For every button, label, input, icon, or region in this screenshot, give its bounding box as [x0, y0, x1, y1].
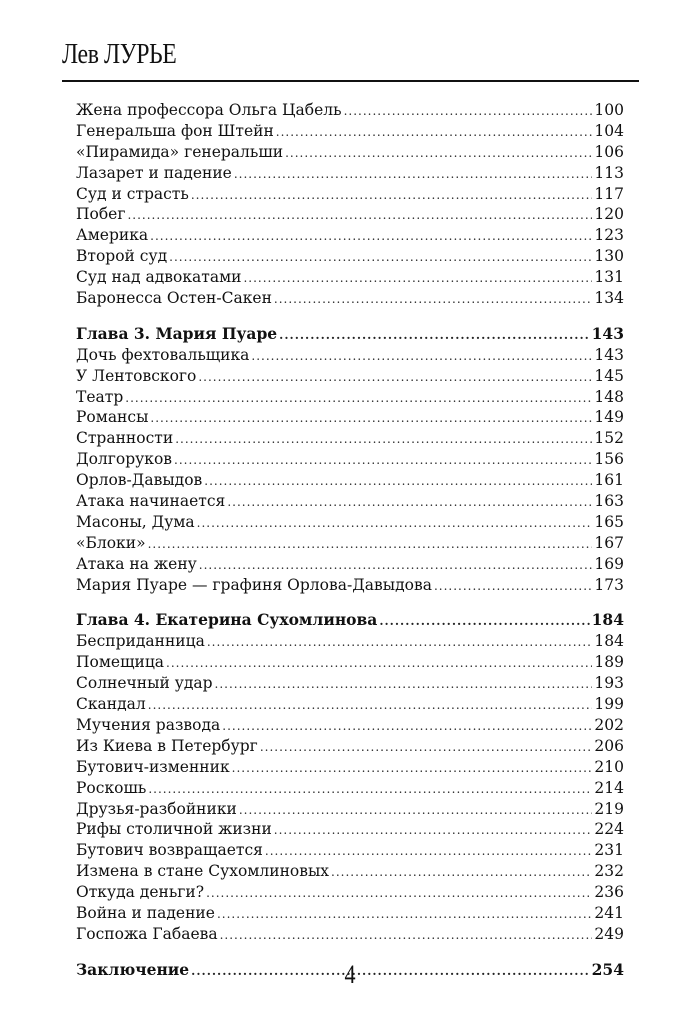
toc-entry-title: Атака на жену — [76, 554, 197, 573]
leader-dots — [227, 492, 592, 513]
toc-entry-page: 148 — [594, 387, 624, 406]
toc-entry[interactable] — [76, 512, 624, 533]
leader-dots — [234, 164, 593, 185]
leader-dots — [169, 247, 592, 268]
toc-chapter-page: 254 — [591, 959, 624, 979]
toc-entry-title: Жена профессора Ольга Цабель — [76, 101, 342, 119]
toc-entry[interactable] — [76, 882, 624, 903]
toc-entry-title: Лазарет и падение — [76, 163, 232, 182]
toc-entry-page: 104 — [594, 121, 624, 140]
toc-entry[interactable] — [76, 267, 624, 288]
leader-dots — [166, 653, 592, 674]
toc-entry-title: Скандал — [76, 695, 146, 714]
toc-entry-title: Баронесса Остен-Сакен — [76, 289, 272, 308]
toc-chapter-page: 184 — [591, 610, 624, 630]
toc-entry[interactable] — [76, 736, 624, 757]
toc-entry[interactable] — [76, 924, 624, 945]
toc-entry[interactable] — [76, 407, 624, 428]
toc-entry-page: 199 — [594, 695, 624, 714]
toc-entry[interactable] — [76, 757, 624, 778]
leader-dots — [222, 716, 592, 737]
toc-entry-title: Война и падение — [76, 903, 215, 922]
leader-dots — [379, 611, 589, 632]
toc-entry[interactable] — [76, 554, 624, 575]
toc-entry-title: Орлов-Давыдов — [76, 471, 203, 490]
toc-entry-title: Странности — [76, 429, 174, 448]
toc-entry[interactable] — [76, 100, 624, 121]
toc-entry[interactable] — [76, 225, 624, 246]
toc-entry-page: 130 — [594, 247, 624, 266]
toc-entry-page: 152 — [594, 429, 624, 448]
toc-entry[interactable] — [76, 387, 624, 408]
toc-entry-title: Дочь фехтовальщика — [76, 345, 250, 364]
toc-entry[interactable] — [76, 470, 624, 491]
toc-entry-page: 145 — [594, 366, 624, 385]
leader-dots — [274, 820, 593, 841]
toc-entry[interactable] — [76, 715, 624, 736]
toc-entry-page: 202 — [594, 715, 624, 734]
leader-dots — [434, 576, 592, 597]
toc-chapter-heading[interactable] — [76, 324, 624, 345]
toc-entry-page: 206 — [594, 736, 624, 755]
toc-entry-title: Роскошь — [76, 778, 147, 797]
toc-entry-title: Мария Пуаре — графиня Орлова-Давыдова — [76, 575, 432, 594]
toc-entry-page: 120 — [594, 205, 624, 224]
toc-entry-title: Романсы — [76, 408, 149, 427]
leader-dots — [150, 226, 592, 247]
toc-entry-page: 193 — [594, 674, 624, 693]
toc-entry-page: 161 — [594, 471, 624, 490]
leader-dots — [243, 268, 592, 289]
header-rule — [62, 80, 639, 82]
toc-entry-page: 100 — [594, 101, 624, 119]
toc-entry-page: 165 — [594, 512, 624, 531]
toc-group-chapter-4 — [76, 610, 624, 944]
toc-entry-title: Бутович возвращается — [76, 841, 263, 860]
leader-dots — [232, 758, 593, 779]
toc-entry-page: 106 — [594, 142, 624, 161]
toc-entry[interactable] — [76, 142, 624, 163]
toc-entry-title: Атака начинается — [76, 492, 226, 511]
toc-chapter-title: Глава 4. Екатерина Сухомлинова — [76, 610, 378, 630]
toc-entry-page: 231 — [594, 841, 624, 860]
toc-entry[interactable] — [76, 288, 624, 309]
toc-entry-title: У Лентовского — [76, 366, 197, 385]
leader-dots — [191, 185, 593, 206]
leader-dots — [265, 841, 592, 862]
leader-dots — [148, 534, 593, 555]
toc-entry-title: Друзья-разбойники — [76, 799, 237, 818]
toc-entry-page: 117 — [594, 184, 624, 203]
toc-entry-title: Побег — [76, 205, 126, 224]
toc-entry[interactable] — [76, 345, 624, 366]
toc-entry-page: 123 — [594, 226, 624, 245]
toc-entry[interactable] — [76, 246, 624, 267]
leader-dots — [285, 143, 592, 164]
toc-entry-page: 163 — [594, 492, 624, 511]
leader-dots — [148, 779, 592, 800]
toc-entry[interactable] — [76, 121, 624, 142]
toc-entry-title: Солнечный удар — [76, 674, 213, 693]
leader-dots — [197, 513, 593, 534]
leader-dots — [175, 429, 592, 450]
toc-entry-page: 189 — [594, 653, 624, 672]
leader-dots — [174, 450, 592, 471]
toc-group-chapter-2-continued — [76, 100, 624, 309]
toc-entry-title: Госпожа Габаева — [76, 924, 218, 943]
toc-entry-title: Помещица — [76, 653, 165, 672]
toc-entry[interactable] — [76, 840, 624, 861]
leader-dots — [260, 737, 593, 758]
leader-dots — [251, 346, 592, 367]
toc-entry-title: Рифы столичной жизни — [76, 820, 272, 839]
leader-dots — [198, 367, 592, 388]
table-of-contents — [76, 100, 624, 981]
toc-entry[interactable] — [76, 652, 624, 673]
leader-dots — [274, 289, 592, 310]
toc-entry-title: Генеральша фон Штейн — [76, 121, 274, 140]
toc-entry-page: 131 — [594, 268, 624, 287]
leader-dots — [331, 862, 592, 883]
toc-entry-page: 184 — [594, 632, 624, 651]
toc-entry[interactable] — [76, 819, 624, 840]
toc-entry[interactable] — [76, 903, 624, 924]
toc-chapter-title: Заключение — [76, 959, 190, 979]
toc-entry[interactable] — [76, 861, 624, 882]
toc-entry-title: Бутович-изменник — [76, 757, 230, 776]
toc-entry-page: 236 — [594, 883, 624, 902]
toc-entry[interactable] — [76, 163, 624, 184]
toc-entry-page: 214 — [594, 778, 624, 797]
leader-dots — [206, 883, 592, 904]
toc-entry-page: 169 — [594, 554, 624, 573]
leader-dots — [204, 471, 592, 492]
toc-entry-page: 149 — [594, 408, 624, 427]
running-title: Лев ЛУРЬЕ — [62, 38, 177, 70]
leader-dots — [150, 408, 592, 429]
toc-entry[interactable] — [76, 799, 624, 820]
toc-entry[interactable] — [76, 184, 624, 205]
toc-entry[interactable] — [76, 204, 624, 225]
leader-dots — [276, 122, 593, 143]
toc-entry[interactable] — [76, 575, 624, 596]
toc-group-chapter-3 — [76, 324, 624, 596]
leader-dots — [125, 388, 592, 409]
leader-dots — [199, 555, 593, 576]
leader-dots — [207, 632, 593, 653]
leader-dots — [344, 101, 593, 122]
toc-entry-title: «Блоки» — [76, 533, 146, 552]
toc-chapter-heading[interactable] — [76, 610, 624, 631]
toc-entry[interactable] — [76, 533, 624, 554]
toc-entry-page: 241 — [594, 903, 624, 922]
toc-entry-page: 134 — [594, 289, 624, 308]
toc-entry-title: Долгоруков — [76, 450, 173, 469]
leader-dots — [215, 674, 593, 695]
toc-entry[interactable] — [76, 366, 624, 387]
toc-entry-page: 173 — [594, 575, 624, 594]
toc-chapter-page: 143 — [591, 323, 624, 343]
leader-dots — [220, 925, 593, 946]
leader-dots — [239, 800, 593, 821]
toc-entry-page: 224 — [594, 820, 624, 839]
toc-entry[interactable] — [76, 631, 624, 652]
toc-entry[interactable] — [76, 491, 624, 512]
toc-entry[interactable] — [76, 428, 624, 449]
toc-entry[interactable] — [76, 778, 624, 799]
toc-entry-title: Суд и страсть — [76, 184, 189, 203]
toc-entry-title: «Пирамида» генеральши — [76, 142, 284, 161]
toc-chapter-title: Глава 3. Мария Пуаре — [76, 323, 278, 343]
toc-entry-page: 156 — [594, 450, 624, 469]
toc-entry-page: 113 — [594, 163, 624, 182]
toc-entry[interactable] — [76, 673, 624, 694]
toc-entry-title: Мучения развода — [76, 715, 221, 734]
page-number: 4 — [344, 960, 356, 989]
toc-entry[interactable] — [76, 694, 624, 715]
toc-entry-title: Второй суд — [76, 247, 168, 266]
leader-dots — [127, 205, 592, 226]
toc-entry-page: 232 — [594, 862, 624, 881]
leader-dots — [217, 904, 592, 925]
toc-entry-page: 219 — [594, 799, 624, 818]
toc-entry-title: Суд над адвокатами — [76, 268, 242, 287]
toc-entry-page: 167 — [594, 533, 624, 552]
leader-dots — [148, 695, 593, 716]
toc-entry-title: Америка — [76, 226, 149, 245]
toc-entry-title: Из Киева в Петербург — [76, 736, 258, 755]
toc-entry-title: Театр — [76, 387, 124, 406]
toc-entry-page: 210 — [594, 757, 624, 776]
toc-entry-page: 249 — [594, 924, 624, 943]
toc-entry[interactable] — [76, 449, 624, 470]
toc-entry-title: Бесприданница — [76, 632, 205, 651]
leader-dots — [279, 325, 589, 346]
toc-entry-page: 143 — [594, 345, 624, 364]
toc-entry-title: Измена в стане Сухомлиновых — [76, 862, 330, 881]
toc-entry-title: Масоны, Дума — [76, 512, 195, 531]
toc-entry-title: Откуда деньги? — [76, 883, 205, 902]
